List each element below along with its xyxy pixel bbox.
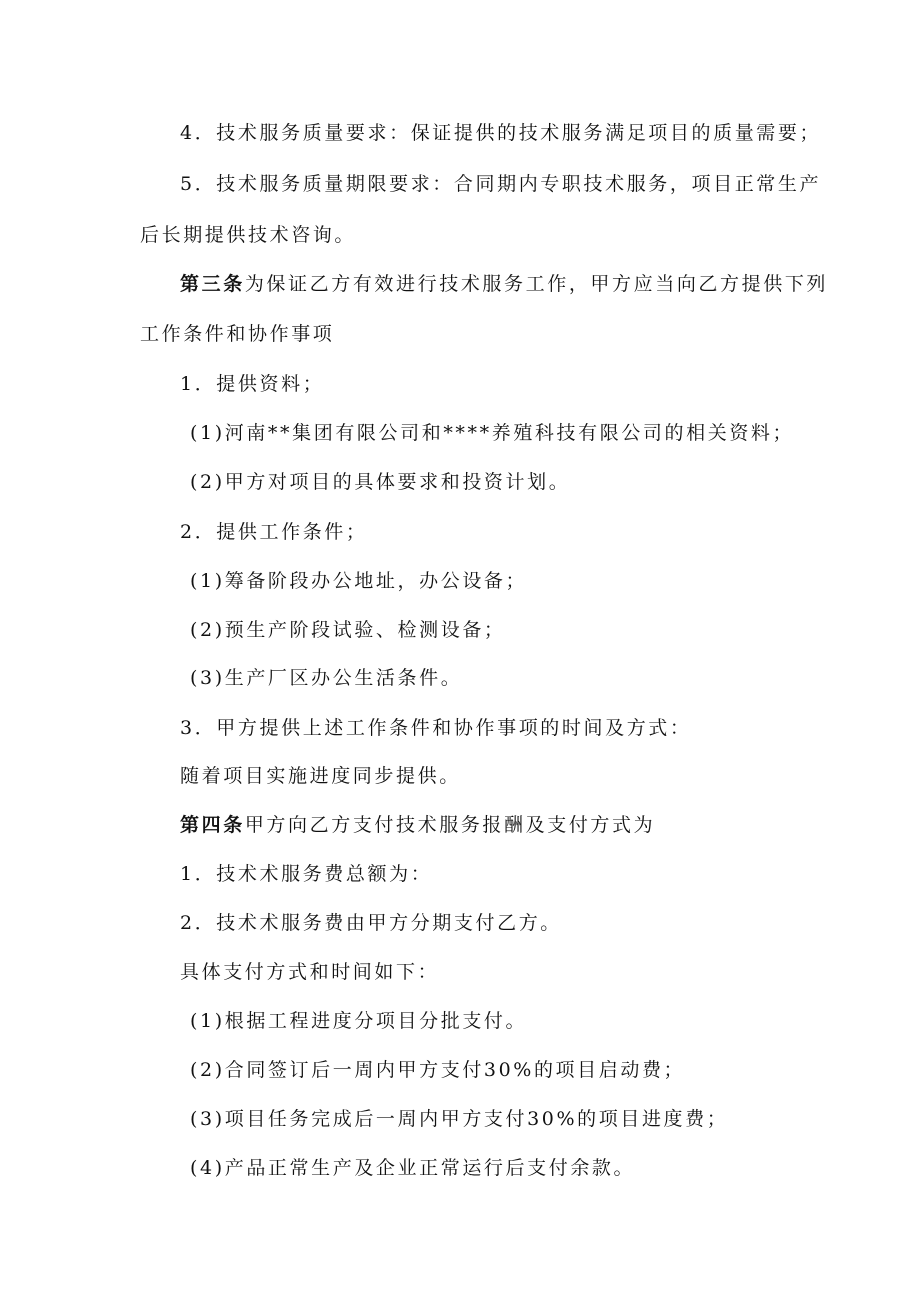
line-text: 具体支付方式和时间如下： bbox=[180, 961, 440, 983]
list-item-total-fee bbox=[180, 862, 432, 886]
line-text: (1)根据工程进度分项目分批支付。 bbox=[190, 1010, 528, 1032]
sub-item bbox=[190, 569, 527, 593]
line-text: 4．技术服务质量要求：保证提供的技术服务满足项目的质量需要； bbox=[180, 122, 822, 144]
sub-item bbox=[190, 666, 462, 690]
line-text: 2．技术术服务费由甲方分期支付乙方。 bbox=[180, 912, 562, 934]
article-4-heading bbox=[180, 813, 655, 837]
clause-item-4-quality bbox=[180, 121, 821, 145]
sub-item bbox=[190, 1009, 527, 1033]
line-text: 甲方向乙方支付技术服务报酬及支付方式为 bbox=[244, 814, 656, 836]
sub-item bbox=[190, 1107, 728, 1131]
paragraph-payment-details bbox=[180, 960, 439, 984]
line-text: (1)河南**集团有限公司和****养殖科技有限公司的相关资料； bbox=[190, 422, 795, 444]
line-text: 1．提供资料； bbox=[180, 373, 325, 395]
article-3-continuation bbox=[140, 322, 334, 346]
article-number: 第三条 bbox=[180, 273, 245, 295]
line-text: 为保证乙方有效进行技术服务工作，甲方应当向乙方提供下列 bbox=[244, 273, 829, 295]
line-text: (4)产品正常生产及企业正常运行后支付余款。 bbox=[190, 1157, 636, 1179]
sub-item bbox=[190, 618, 506, 642]
line-text: 5．技术服务质量期限要求：合同期内专职技术服务，项目正常生产 bbox=[180, 173, 822, 195]
clause-item-5-period bbox=[180, 172, 821, 196]
sub-item bbox=[190, 1058, 685, 1082]
line-text: 后长期提供技术咨询。 bbox=[140, 224, 357, 246]
article-number: 第四条 bbox=[180, 814, 245, 836]
line-text: (2)合同签订后一周内甲方支付30%的项目启动费； bbox=[190, 1059, 686, 1081]
line-text: 3．甲方提供上述工作条件和协作事项的时间及方式： bbox=[180, 717, 692, 739]
line-text: (2)预生产阶段试验、检测设备； bbox=[190, 619, 506, 641]
sub-item bbox=[190, 421, 794, 445]
line-text: 随着项目实施进度同步提供。 bbox=[180, 765, 461, 787]
sub-item bbox=[190, 1156, 635, 1180]
line-text: (3)生产厂区办公生活条件。 bbox=[190, 667, 463, 689]
list-item-installments bbox=[180, 911, 562, 935]
list-item-provide-materials bbox=[180, 372, 324, 396]
clause-item-5-continuation bbox=[140, 223, 356, 247]
line-text: 2．提供工作条件； bbox=[180, 521, 368, 543]
line-text: (3)项目任务完成后一周内甲方支付30%的项目进度费； bbox=[190, 1108, 729, 1130]
list-item-time-and-method bbox=[180, 716, 692, 740]
line-text: (2)甲方对项目的具体要求和投资计划。 bbox=[190, 471, 571, 493]
line-text: 1．技术术服务费总额为： bbox=[180, 863, 433, 885]
paragraph-sync-provision bbox=[180, 764, 461, 788]
article-3-heading bbox=[180, 272, 828, 296]
list-item-work-conditions bbox=[180, 520, 368, 544]
line-text: 工作条件和协作事项 bbox=[140, 323, 335, 345]
sub-item bbox=[190, 470, 570, 494]
line-text: (1)筹备阶段办公地址，办公设备； bbox=[190, 570, 528, 592]
